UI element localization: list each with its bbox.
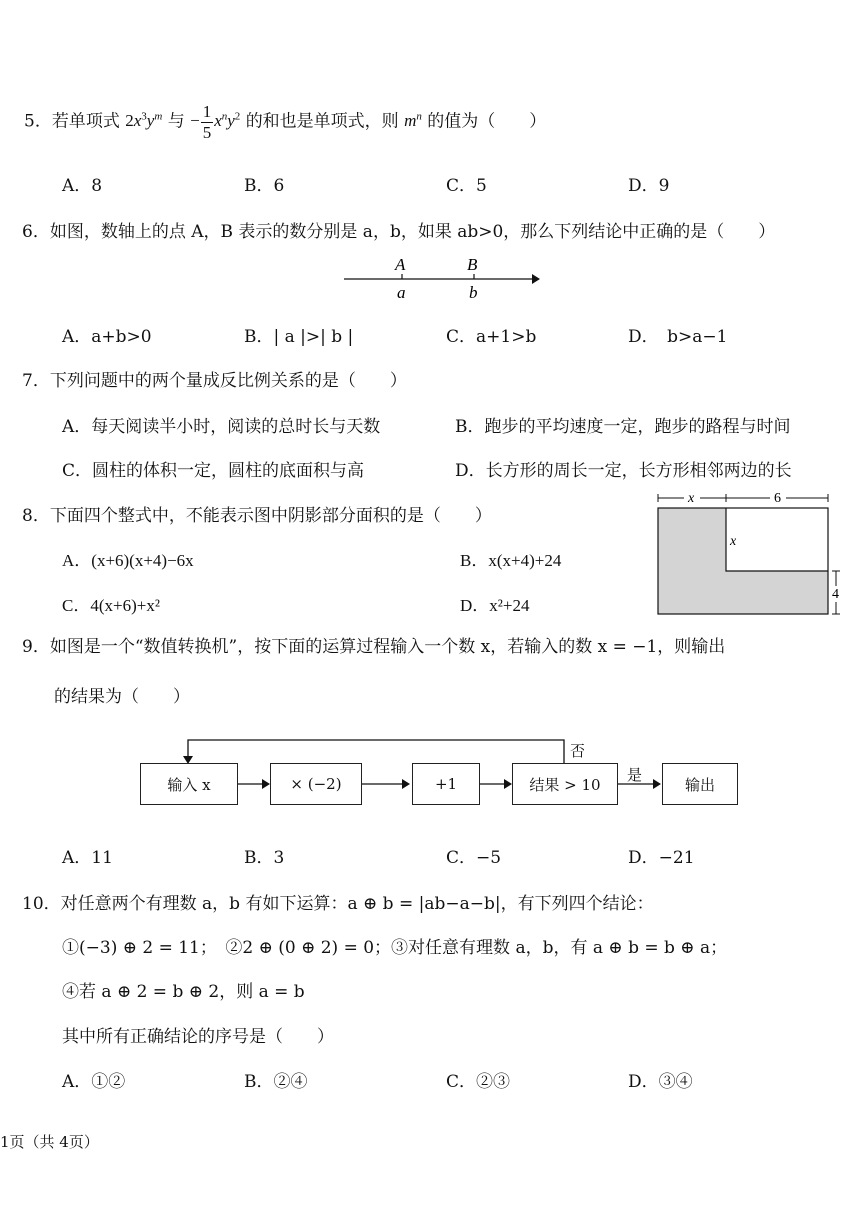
q5-stem <box>24 102 546 143</box>
label-value-b: b <box>469 283 478 302</box>
q9-stem <box>22 632 725 657</box>
q10-option-b[interactable]: B．②④ <box>244 1072 308 1092</box>
q7-option-d[interactable]: D．长方形的周长一定，长方形相邻两边的长 <box>455 461 792 481</box>
q5-text-2: 与 <box>167 111 185 132</box>
q9-option-a[interactable]: A．11 <box>62 848 113 868</box>
label-value-a: a <box>397 283 406 302</box>
q10-option-c[interactable]: C．②③ <box>446 1072 511 1092</box>
q9-option-b[interactable]: B．3 <box>244 848 285 868</box>
q8-option-a[interactable]: A．(x+6)(x+4)−6x <box>62 551 194 570</box>
q5-number: 5． <box>24 111 52 132</box>
q5-fraction: $\frac{1}{5}$ <box>202 102 212 142</box>
q10-stem <box>22 889 654 914</box>
q10-option-d[interactable]: D．③④ <box>628 1072 693 1092</box>
q10-line-2: ①(−3) ⊕ 2 = 11； ②2 ⊕ (0 ⊕ 2) = 0；③对任意有理数 a，b，有 a ⊕ b = b ⊕ a； <box>62 938 728 958</box>
flow-label-no: 否 <box>570 742 586 760</box>
q9-option-d[interactable]: D．−21 <box>628 848 695 868</box>
q7-text: 下列问题中的两个量成反比例关系的是（ ） <box>49 371 407 391</box>
q5-option-b[interactable]: B．6 <box>244 176 285 196</box>
q8-text: 下面四个整式中，不能表示图中阴影部分面积的是（ ） <box>49 506 492 526</box>
q9-text: 如图是一个“数值转换机”，按下面的运算过程输入一个数 x，若输入的数 x = −1，则输出 <box>49 637 726 657</box>
label-right-4: 4 <box>832 587 839 602</box>
q10-line-3: ④若 a ⊕ 2 = b ⊕ 2，则 a = b <box>62 982 305 1002</box>
q10-line-4: 其中所有正确结论的序号是（ ） <box>62 1027 334 1047</box>
q10-number: 10． <box>22 894 61 914</box>
q6-option-d[interactable]: D． b>a−1 <box>628 327 728 347</box>
flow-box-condition: 结果 > 10 <box>512 763 618 805</box>
number-line-arrow <box>532 274 540 284</box>
label-point-A: A <box>395 255 406 274</box>
q6-text: 如图，数轴上的点 A，B 表示的数分别是 a，b，如果 ab>0，那么下列结论中正确的是（ ） <box>49 222 776 242</box>
q5-option-a[interactable]: A．8 <box>62 176 103 196</box>
q5-option-d[interactable]: D．9 <box>628 176 670 196</box>
q8-number: 8． <box>22 506 50 526</box>
inner-cut-lines <box>726 508 828 571</box>
q8-option-d[interactable]: D．x²+24 <box>460 596 530 615</box>
flow-label-yes: 是 <box>627 766 643 784</box>
label-point-B: B <box>467 255 478 274</box>
q9-number: 9． <box>22 637 50 657</box>
q5-text-3: 的和也是单项式，则 <box>245 111 399 132</box>
q7-stem <box>22 366 407 391</box>
flow-box-multiply: × (−2) <box>270 763 362 805</box>
q8-area-figure <box>648 488 848 620</box>
q8-stem <box>22 501 492 526</box>
label-top-x: x <box>688 491 695 506</box>
q6-option-a[interactable]: A．a+b>0 <box>62 327 152 347</box>
q10-line-1: 对任意两个有理数 a，b 有如下运算：a ⊕ b = |ab−a−b|，有下列四个结论： <box>60 894 654 914</box>
loop-back-line <box>188 740 564 764</box>
q8-option-c[interactable]: C．4(x+6)+x² <box>62 596 160 615</box>
q5-text-1: 若单项式 <box>51 111 120 132</box>
q6-option-b[interactable]: B．| a |>| b | <box>244 327 354 347</box>
q5-option-c[interactable]: C．5 <box>446 176 487 196</box>
q10-option-a[interactable]: A．①② <box>62 1072 126 1092</box>
q7-number: 7． <box>22 371 50 391</box>
shaded-region <box>658 508 828 614</box>
flow-box-output: 输出 <box>662 763 738 805</box>
q5-expression: $m^n$ <box>404 110 422 131</box>
number-line-figure <box>340 252 540 302</box>
q7-option-a[interactable]: A．每天阅读半小时，阅读的总时长与天数 <box>62 417 381 437</box>
flow-box-input: 输入 x <box>140 763 238 805</box>
flow-box-add-one: +1 <box>412 763 480 805</box>
q8-option-b[interactable]: B．x(x+4)+24 <box>460 551 562 570</box>
page-footer: 1页（共 4页） <box>0 1133 99 1151</box>
label-inner-x: x <box>730 534 737 549</box>
label-top-6: 6 <box>774 491 781 506</box>
q7-option-b[interactable]: B．跑步的平均速度一定，跑步的路程与时间 <box>455 417 791 437</box>
q6-number: 6． <box>22 222 50 242</box>
q5-monomial-1: $2x^3y^m$ <box>125 110 163 131</box>
q6-option-c[interactable]: C．a+1>b <box>446 327 537 347</box>
q5-monomial-2: − $\frac{1}{5}$ $x^ny^2$ <box>190 102 241 142</box>
q9-stem-line2: 的结果为（ ） <box>54 687 190 707</box>
q6-stem <box>22 217 775 242</box>
q9-option-c[interactable]: C．−5 <box>446 848 502 868</box>
q7-option-c[interactable]: C．圆柱的体积一定，圆柱的底面积与高 <box>62 461 365 481</box>
q5-text-4: 的值为（ ） <box>427 111 547 132</box>
